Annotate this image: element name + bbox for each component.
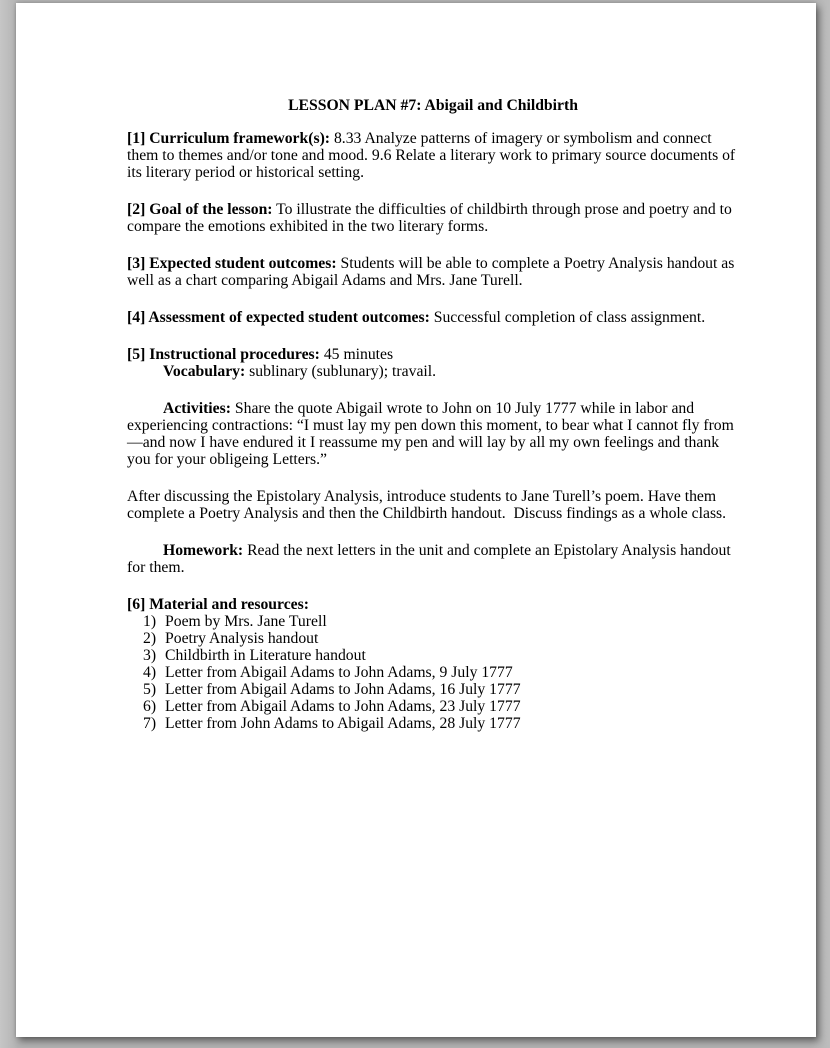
- list-item-number: 3): [143, 647, 157, 664]
- list-item: [127, 715, 739, 732]
- section-3-label: [3] Expected student outcomes:: [127, 255, 337, 272]
- section-2-goal: [127, 201, 739, 235]
- vocabulary-text: sublinary (sublunary); travail.: [249, 363, 437, 380]
- section-1-label: [1] Curriculum framework(s):: [127, 130, 331, 147]
- list-item-text: Childbirth in Literature handout: [165, 647, 366, 664]
- list-item-text: Poetry Analysis handout: [165, 630, 319, 647]
- section-5-procedures: [127, 346, 739, 380]
- homework-text: Read the next letters in the unit and complete an Epistolary Analysis handout for them.: [127, 542, 735, 576]
- lesson-plan-title: LESSON PLAN #7: Abigail and Childbirth: [288, 97, 578, 114]
- list-item-number: 5): [143, 681, 157, 698]
- section-5-line: [127, 346, 739, 363]
- vocabulary-label: Vocabulary:: [163, 363, 246, 380]
- homework-label: Homework:: [163, 542, 244, 559]
- list-item-number: 6): [143, 698, 157, 715]
- list-item-number: 7): [143, 715, 157, 732]
- section-5-label: [5] Instructional procedures:: [127, 346, 320, 363]
- activities-paragraph: [127, 400, 739, 468]
- activities-text: Share the quote Abigail wrote to John on 10 July 1777 while in labor and experiencing contractions: “I must lay my pen down this moment, to bear what I cannot fly from—and now I have endured it I reassume my pen and will lay by all my own feelings and thank you for your obligeing Letters.”: [127, 400, 734, 468]
- section-4-assessment: [127, 309, 739, 326]
- homework-paragraph: [127, 542, 739, 576]
- list-item-text: Letter from Abigail Adams to John Adams, 16 July 1777: [165, 681, 521, 698]
- section-4-text: Successful completion of class assignment.: [433, 309, 706, 326]
- list-item: [127, 630, 739, 647]
- followup-text: After discussing the Epistolary Analysis, introduce students to Jane Turell’s poem. Have them complete a Poetry Analysis and then the Childbirth handout. Discuss findings as a whole class.: [127, 488, 727, 522]
- list-item: [127, 664, 739, 681]
- list-item: [127, 681, 739, 698]
- section-3-outcomes: [127, 255, 739, 289]
- section-1-curriculum-frameworks: [127, 130, 739, 181]
- section-2-label: [2] Goal of the lesson:: [127, 201, 273, 218]
- list-item: [127, 647, 739, 664]
- list-item-text: Poem by Mrs. Jane Turell: [165, 613, 327, 630]
- section-4-label: [4] Assessment of expected student outcomes:: [127, 309, 430, 326]
- list-item-number: 4): [143, 664, 157, 681]
- document-page: [16, 3, 816, 1037]
- materials-list: [127, 613, 739, 732]
- followup-paragraph: [127, 488, 739, 522]
- list-item: [127, 613, 739, 630]
- activities-label: Activities:: [163, 400, 231, 417]
- section-5-text: 45 minutes: [323, 346, 394, 363]
- section-1-text: 8.33 Analyze patterns of imagery or symbolism and connect them to themes and/or tone and mood. 9.6 Relate a literary work to primary source documents of its literary period or historical setting.: [127, 130, 740, 181]
- section-6-materials-heading: [127, 596, 739, 613]
- list-item: [127, 698, 739, 715]
- document-content: [127, 97, 739, 732]
- list-item-text: Letter from Abigail Adams to John Adams, 9 July 1777: [165, 664, 513, 681]
- section-2-text: To illustrate the difficulties of childbirth through prose and poetry and to compare the emotions exhibited in the two literary forms.: [127, 201, 736, 235]
- list-item-number: 1): [143, 613, 157, 630]
- section-6-label: [6] Material and resources:: [127, 596, 309, 613]
- list-item-text: Letter from Abigail Adams to John Adams, 23 July 1777: [165, 698, 521, 715]
- list-item-number: 2): [143, 630, 157, 647]
- section-3-text: Students will be able to complete a Poetry Analysis handout as well as a chart comparing Abigail Adams and Mrs. Jane Turell.: [127, 255, 739, 289]
- list-item-text: Letter from John Adams to Abigail Adams, 28 July 1777: [165, 715, 521, 732]
- vocabulary-line: [127, 363, 739, 380]
